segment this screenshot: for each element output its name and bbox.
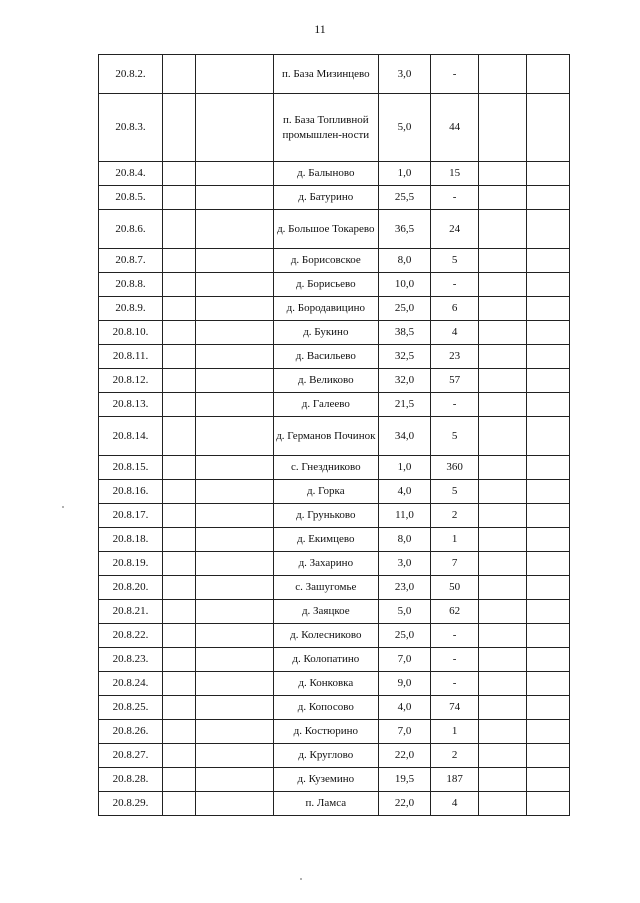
empty-cell <box>163 768 196 792</box>
empty-cell <box>479 249 527 273</box>
table-row <box>99 55 570 94</box>
distance-cell: 25,0 <box>378 624 430 648</box>
distance-cell: 10,0 <box>378 273 430 297</box>
empty-cell <box>163 55 196 94</box>
distance-cell: 4,0 <box>378 696 430 720</box>
settlements-table <box>98 54 570 816</box>
empty-cell <box>479 672 527 696</box>
row-number-cell: 20.8.11. <box>99 345 163 369</box>
empty-cell <box>526 162 569 186</box>
empty-cell <box>195 369 273 393</box>
empty-cell <box>195 648 273 672</box>
population-cell: 5 <box>431 249 479 273</box>
distance-cell: 3,0 <box>378 552 430 576</box>
row-number-cell: 20.8.7. <box>99 249 163 273</box>
empty-cell <box>526 792 569 816</box>
empty-cell <box>526 480 569 504</box>
empty-cell <box>526 456 569 480</box>
empty-cell <box>195 768 273 792</box>
table-row <box>99 600 570 624</box>
row-number-cell: 20.8.14. <box>99 417 163 456</box>
empty-cell <box>195 792 273 816</box>
empty-cell <box>163 210 196 249</box>
population-cell: 24 <box>431 210 479 249</box>
row-number-cell: 20.8.18. <box>99 528 163 552</box>
settlement-name-cell: д. Колесниково <box>273 624 378 648</box>
row-number-cell: 20.8.26. <box>99 720 163 744</box>
empty-cell <box>195 720 273 744</box>
empty-cell <box>479 417 527 456</box>
empty-cell <box>195 552 273 576</box>
settlement-name-cell: д. Борисовское <box>273 249 378 273</box>
empty-cell <box>163 369 196 393</box>
settlement-name-cell: с. Зашугомье <box>273 576 378 600</box>
table-row <box>99 186 570 210</box>
population-cell: 6 <box>431 297 479 321</box>
empty-cell <box>163 720 196 744</box>
settlement-name-cell: д. Горка <box>273 480 378 504</box>
empty-cell <box>526 345 569 369</box>
population-cell: - <box>431 273 479 297</box>
settlement-name-cell: д. Колопатино <box>273 648 378 672</box>
distance-cell: 5,0 <box>378 600 430 624</box>
empty-cell <box>526 417 569 456</box>
empty-cell <box>195 456 273 480</box>
distance-cell: 1,0 <box>378 456 430 480</box>
population-cell: 2 <box>431 744 479 768</box>
empty-cell <box>195 576 273 600</box>
settlement-name-cell: д. Балыново <box>273 162 378 186</box>
empty-cell <box>163 648 196 672</box>
empty-cell <box>195 624 273 648</box>
empty-cell <box>479 720 527 744</box>
empty-cell <box>479 55 527 94</box>
empty-cell <box>163 456 196 480</box>
population-cell: - <box>431 186 479 210</box>
distance-cell: 19,5 <box>378 768 430 792</box>
empty-cell <box>163 480 196 504</box>
population-cell: 44 <box>431 94 479 162</box>
empty-cell <box>163 600 196 624</box>
settlement-name-cell: с. Гнездниково <box>273 456 378 480</box>
population-cell: 7 <box>431 552 479 576</box>
table-row <box>99 210 570 249</box>
table-row <box>99 552 570 576</box>
empty-cell <box>163 94 196 162</box>
distance-cell: 22,0 <box>378 792 430 816</box>
empty-cell <box>163 696 196 720</box>
settlement-name-cell: д. Большое Токарево <box>273 210 378 249</box>
distance-cell: 32,5 <box>378 345 430 369</box>
empty-cell <box>195 345 273 369</box>
row-number-cell: 20.8.27. <box>99 744 163 768</box>
empty-cell <box>163 345 196 369</box>
empty-cell <box>163 417 196 456</box>
empty-cell <box>195 162 273 186</box>
settlement-name-cell: п. База Мизинцево <box>273 55 378 94</box>
population-cell: 5 <box>431 417 479 456</box>
distance-cell: 8,0 <box>378 249 430 273</box>
population-cell: 1 <box>431 720 479 744</box>
population-cell: 50 <box>431 576 479 600</box>
empty-cell <box>479 600 527 624</box>
empty-cell <box>163 792 196 816</box>
distance-cell: 7,0 <box>378 720 430 744</box>
population-cell: 74 <box>431 696 479 720</box>
empty-cell <box>479 321 527 345</box>
table-row <box>99 576 570 600</box>
row-number-cell: 20.8.20. <box>99 576 163 600</box>
empty-cell <box>526 273 569 297</box>
table-row <box>99 94 570 162</box>
empty-cell <box>526 393 569 417</box>
row-number-cell: 20.8.4. <box>99 162 163 186</box>
distance-cell: 3,0 <box>378 55 430 94</box>
row-number-cell: 20.8.23. <box>99 648 163 672</box>
empty-cell <box>526 186 569 210</box>
table-row <box>99 648 570 672</box>
table-row <box>99 417 570 456</box>
distance-cell: 23,0 <box>378 576 430 600</box>
empty-cell <box>195 186 273 210</box>
empty-cell <box>479 504 527 528</box>
row-number-cell: 20.8.2. <box>99 55 163 94</box>
empty-cell <box>526 55 569 94</box>
settlement-name-cell: д. Груньково <box>273 504 378 528</box>
settlement-name-cell: д. Бородавицино <box>273 297 378 321</box>
empty-cell <box>479 393 527 417</box>
empty-cell <box>163 249 196 273</box>
settlement-name-cell: д. Батурино <box>273 186 378 210</box>
empty-cell <box>195 393 273 417</box>
distance-cell: 34,0 <box>378 417 430 456</box>
empty-cell <box>479 768 527 792</box>
empty-cell <box>163 528 196 552</box>
population-cell: - <box>431 393 479 417</box>
empty-cell <box>479 792 527 816</box>
empty-cell <box>526 744 569 768</box>
table-row <box>99 345 570 369</box>
empty-cell <box>195 94 273 162</box>
empty-cell <box>479 624 527 648</box>
empty-cell <box>479 648 527 672</box>
empty-cell <box>526 210 569 249</box>
row-number-cell: 20.8.28. <box>99 768 163 792</box>
table-row <box>99 768 570 792</box>
table-row <box>99 297 570 321</box>
distance-cell: 5,0 <box>378 94 430 162</box>
empty-cell <box>195 210 273 249</box>
settlement-name-cell: д. Букино <box>273 321 378 345</box>
table-row <box>99 393 570 417</box>
settlement-name-cell: д. Копосово <box>273 696 378 720</box>
row-number-cell: 20.8.17. <box>99 504 163 528</box>
empty-cell <box>479 369 527 393</box>
empty-cell <box>479 186 527 210</box>
empty-cell <box>479 480 527 504</box>
distance-cell: 4,0 <box>378 480 430 504</box>
row-number-cell: 20.8.16. <box>99 480 163 504</box>
empty-cell <box>526 768 569 792</box>
empty-cell <box>479 696 527 720</box>
distance-cell: 9,0 <box>378 672 430 696</box>
empty-cell <box>479 528 527 552</box>
row-number-cell: 20.8.6. <box>99 210 163 249</box>
table-body <box>99 55 570 816</box>
settlement-name-cell: д. Заяцкое <box>273 600 378 624</box>
row-number-cell: 20.8.13. <box>99 393 163 417</box>
empty-cell <box>195 480 273 504</box>
population-cell: 5 <box>431 480 479 504</box>
empty-cell <box>526 600 569 624</box>
empty-cell <box>195 672 273 696</box>
empty-cell <box>479 456 527 480</box>
empty-cell <box>526 696 569 720</box>
settlement-name-cell: д. Великово <box>273 369 378 393</box>
settlement-name-cell: д. Екимцево <box>273 528 378 552</box>
table-row <box>99 456 570 480</box>
table-row <box>99 528 570 552</box>
empty-cell <box>195 600 273 624</box>
population-cell: 2 <box>431 504 479 528</box>
population-cell: 62 <box>431 600 479 624</box>
empty-cell <box>479 162 527 186</box>
empty-cell <box>163 672 196 696</box>
settlement-name-cell: д. Куземино <box>273 768 378 792</box>
empty-cell <box>526 552 569 576</box>
distance-cell: 1,0 <box>378 162 430 186</box>
row-number-cell: 20.8.22. <box>99 624 163 648</box>
empty-cell <box>163 504 196 528</box>
empty-cell <box>479 273 527 297</box>
population-cell: 57 <box>431 369 479 393</box>
page-number: 11 <box>314 22 326 36</box>
population-cell: 15 <box>431 162 479 186</box>
empty-cell <box>195 55 273 94</box>
population-cell: 23 <box>431 345 479 369</box>
row-number-cell: 20.8.9. <box>99 297 163 321</box>
distance-cell: 38,5 <box>378 321 430 345</box>
row-number-cell: 20.8.19. <box>99 552 163 576</box>
row-number-cell: 20.8.29. <box>99 792 163 816</box>
row-number-cell: 20.8.5. <box>99 186 163 210</box>
empty-cell <box>479 297 527 321</box>
population-cell: - <box>431 624 479 648</box>
table-row <box>99 696 570 720</box>
population-cell: 4 <box>431 321 479 345</box>
empty-cell <box>163 552 196 576</box>
settlement-name-cell: д. Захарино <box>273 552 378 576</box>
settlement-name-cell: д. Конковка <box>273 672 378 696</box>
empty-cell <box>526 672 569 696</box>
empty-cell <box>195 696 273 720</box>
distance-cell: 7,0 <box>378 648 430 672</box>
distance-cell: 32,0 <box>378 369 430 393</box>
population-cell: 1 <box>431 528 479 552</box>
empty-cell <box>163 273 196 297</box>
empty-cell <box>526 624 569 648</box>
population-cell: 360 <box>431 456 479 480</box>
empty-cell <box>479 94 527 162</box>
empty-cell <box>526 369 569 393</box>
empty-cell <box>526 648 569 672</box>
empty-cell <box>526 321 569 345</box>
table-row <box>99 480 570 504</box>
empty-cell <box>163 393 196 417</box>
table-row <box>99 273 570 297</box>
settlement-name-cell: д. Круглово <box>273 744 378 768</box>
empty-cell <box>195 504 273 528</box>
empty-cell <box>163 744 196 768</box>
empty-cell <box>195 297 273 321</box>
distance-cell: 11,0 <box>378 504 430 528</box>
settlement-name-cell: д. Галеево <box>273 393 378 417</box>
row-number-cell: 20.8.24. <box>99 672 163 696</box>
row-number-cell: 20.8.8. <box>99 273 163 297</box>
empty-cell <box>526 528 569 552</box>
population-cell: 4 <box>431 792 479 816</box>
empty-cell <box>479 744 527 768</box>
empty-cell <box>195 249 273 273</box>
settlement-name-cell: п. База Топливной промышлен-ности <box>273 94 378 162</box>
empty-cell <box>526 720 569 744</box>
empty-cell <box>195 528 273 552</box>
settlement-name-cell: д. Костюрино <box>273 720 378 744</box>
empty-cell <box>163 297 196 321</box>
row-number-cell: 20.8.25. <box>99 696 163 720</box>
settlement-name-cell: д. Борисьево <box>273 273 378 297</box>
settlement-name-cell: п. Ламса <box>273 792 378 816</box>
distance-cell: 25,5 <box>378 186 430 210</box>
empty-cell <box>163 624 196 648</box>
population-cell: - <box>431 672 479 696</box>
empty-cell <box>526 576 569 600</box>
table-row <box>99 792 570 816</box>
row-number-cell: 20.8.3. <box>99 94 163 162</box>
empty-cell <box>195 744 273 768</box>
empty-cell <box>479 552 527 576</box>
row-number-cell: 20.8.10. <box>99 321 163 345</box>
empty-cell <box>526 504 569 528</box>
empty-cell <box>479 345 527 369</box>
table-row <box>99 369 570 393</box>
population-cell: - <box>431 648 479 672</box>
empty-cell <box>163 162 196 186</box>
population-cell: 187 <box>431 768 479 792</box>
empty-cell <box>163 186 196 210</box>
empty-cell <box>479 210 527 249</box>
distance-cell: 21,5 <box>378 393 430 417</box>
empty-cell <box>479 576 527 600</box>
table-row <box>99 162 570 186</box>
table-row <box>99 321 570 345</box>
row-number-cell: 20.8.15. <box>99 456 163 480</box>
distance-cell: 8,0 <box>378 528 430 552</box>
table-row <box>99 720 570 744</box>
empty-cell <box>195 321 273 345</box>
population-cell: - <box>431 55 479 94</box>
table-row <box>99 504 570 528</box>
table-row <box>99 672 570 696</box>
distance-cell: 36,5 <box>378 210 430 249</box>
scan-speck <box>62 506 64 508</box>
empty-cell <box>526 249 569 273</box>
table-row <box>99 624 570 648</box>
table-row <box>99 744 570 768</box>
empty-cell <box>526 297 569 321</box>
empty-cell <box>195 417 273 456</box>
scan-speck <box>300 878 302 880</box>
table-row <box>99 249 570 273</box>
row-number-cell: 20.8.21. <box>99 600 163 624</box>
distance-cell: 25,0 <box>378 297 430 321</box>
settlement-name-cell: д. Германов Починок <box>273 417 378 456</box>
empty-cell <box>195 273 273 297</box>
empty-cell <box>163 576 196 600</box>
empty-cell <box>163 321 196 345</box>
empty-cell <box>526 94 569 162</box>
row-number-cell: 20.8.12. <box>99 369 163 393</box>
distance-cell: 22,0 <box>378 744 430 768</box>
settlement-name-cell: д. Васильево <box>273 345 378 369</box>
